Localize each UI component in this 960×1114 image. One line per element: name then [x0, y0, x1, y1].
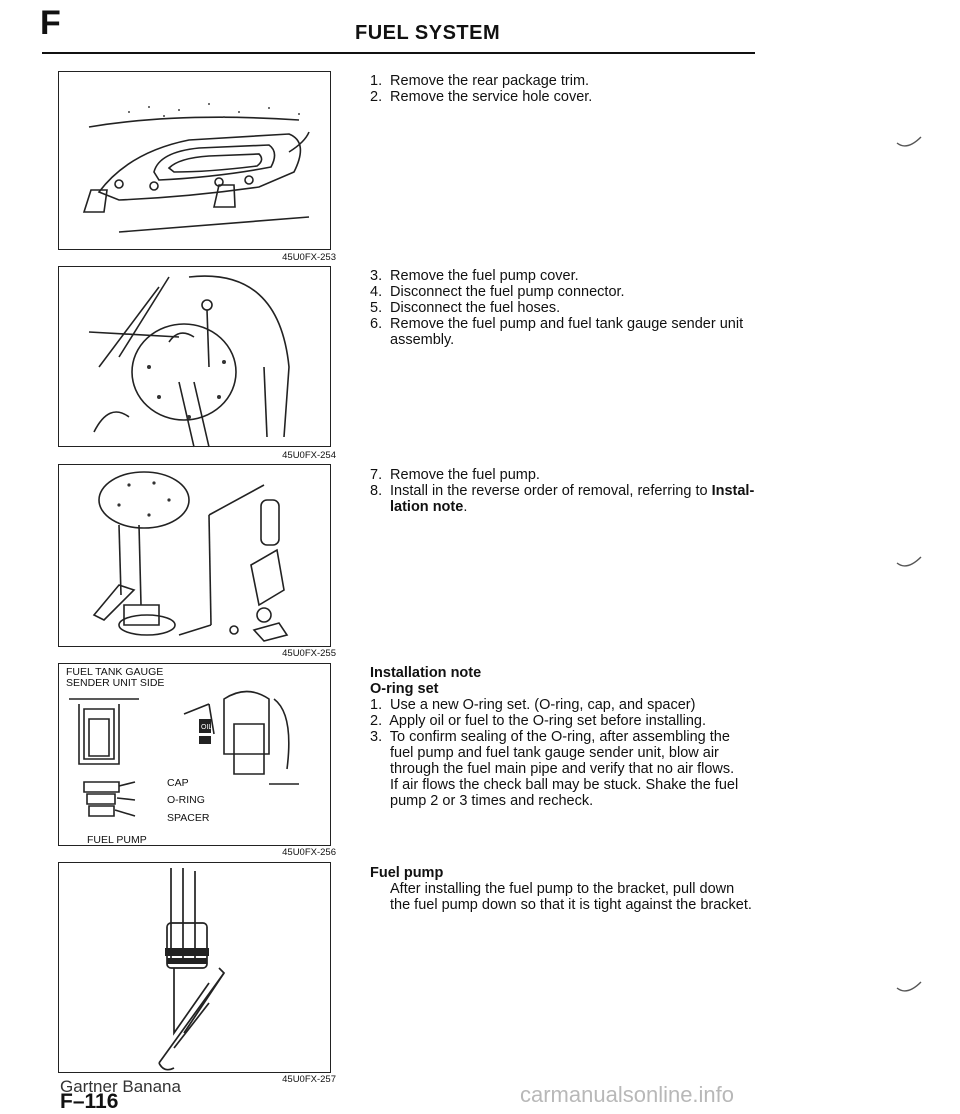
- figure-pump-removal: [58, 464, 331, 647]
- step-8-continuation: lation note.: [390, 499, 468, 515]
- source-label: Gartner Banana: [60, 1077, 181, 1096]
- install-step-3-line: through the fuel main pipe and verify that no air flows.: [390, 761, 735, 777]
- install-step-3-line: pump 2 or 3 times and recheck.: [390, 793, 594, 809]
- figure-code: 45U0FX-257: [282, 1074, 336, 1085]
- install-step-2: 2. Apply oil or fuel to the O-ring set before installing.: [370, 713, 706, 729]
- sender-side-label: FUEL TANK GAUGE: [66, 666, 164, 678]
- margin-mark: [895, 555, 925, 575]
- install-step-3-line: fuel pump and fuel tank gauge sender unit, blow air: [390, 745, 719, 761]
- margin-mark: [895, 135, 925, 155]
- step-5: 5. Disconnect the fuel hoses.: [370, 300, 561, 316]
- figure-o-ring-set: [58, 663, 331, 846]
- figure-code: 45U0FX-255: [282, 648, 336, 659]
- figure-fuel-pump-cover: [58, 266, 331, 447]
- header-divider: [42, 52, 755, 54]
- oil-label: OIL: [201, 724, 213, 731]
- o-ring-label: O-RING: [167, 794, 205, 806]
- page-title: FUEL SYSTEM: [355, 22, 501, 44]
- figure-package-trim: [58, 71, 331, 250]
- step-7: 7. Remove the fuel pump.: [370, 467, 540, 483]
- step-2: 2. Remove the service hole cover.: [370, 89, 593, 105]
- fuel-pump-text-line: After installing the fuel pump to the bracket, pull down: [390, 881, 735, 897]
- o-ring-set-heading: O-ring set: [370, 681, 439, 697]
- step-4: 4. Disconnect the fuel pump connector.: [370, 284, 625, 300]
- step-1: 1. Remove the rear package trim.: [370, 73, 590, 89]
- step-3: 3. Remove the fuel pump cover.: [370, 268, 579, 284]
- step-6: 6. Remove the fuel pump and fuel tank gauge sender unit: [370, 316, 744, 332]
- fuel-pump-text-line: the fuel pump down so that it is tight against the bracket.: [390, 897, 752, 913]
- figure-code: 45U0FX-256: [282, 847, 336, 858]
- figure-code: 45U0FX-253: [282, 252, 336, 263]
- installation-note-heading: Installation note: [370, 665, 482, 681]
- sender-side-label-2: SENDER UNIT SIDE: [66, 677, 165, 689]
- step-8: 8. Install in the reverse order of removal, referring to Instal-: [370, 483, 755, 499]
- cap-label: CAP: [167, 777, 189, 789]
- fuel-pump-heading: Fuel pump: [370, 865, 444, 881]
- install-step-3-line: If air flows the check ball may be stuck. Shake the fuel: [390, 777, 739, 793]
- page-number: F–116: [60, 1090, 119, 1113]
- spacer-label: SPACER: [167, 812, 210, 824]
- fuel-pump-cover-illustration: [59, 267, 332, 448]
- install-step-1: 1. Use a new O-ring set. (O-ring, cap, and spacer): [370, 697, 696, 713]
- package-trim-illustration: [59, 72, 332, 251]
- step-6-continuation: assembly.: [390, 332, 455, 348]
- section-letter: F: [40, 4, 61, 42]
- figure-pump-bracket: [58, 862, 331, 1073]
- fuel-pump-removal-illustration: [59, 465, 332, 648]
- fuel-pump-bracket-illustration: [59, 863, 332, 1074]
- fuel-pump-label: FUEL PUMP: [87, 834, 147, 846]
- margin-mark: [895, 980, 925, 1000]
- install-step-3: 3. To confirm sealing of the O-ring, after assembling the: [370, 729, 730, 745]
- figure-code: 45U0FX-254: [282, 450, 336, 461]
- watermark: carmanualsonline.info: [520, 1082, 735, 1107]
